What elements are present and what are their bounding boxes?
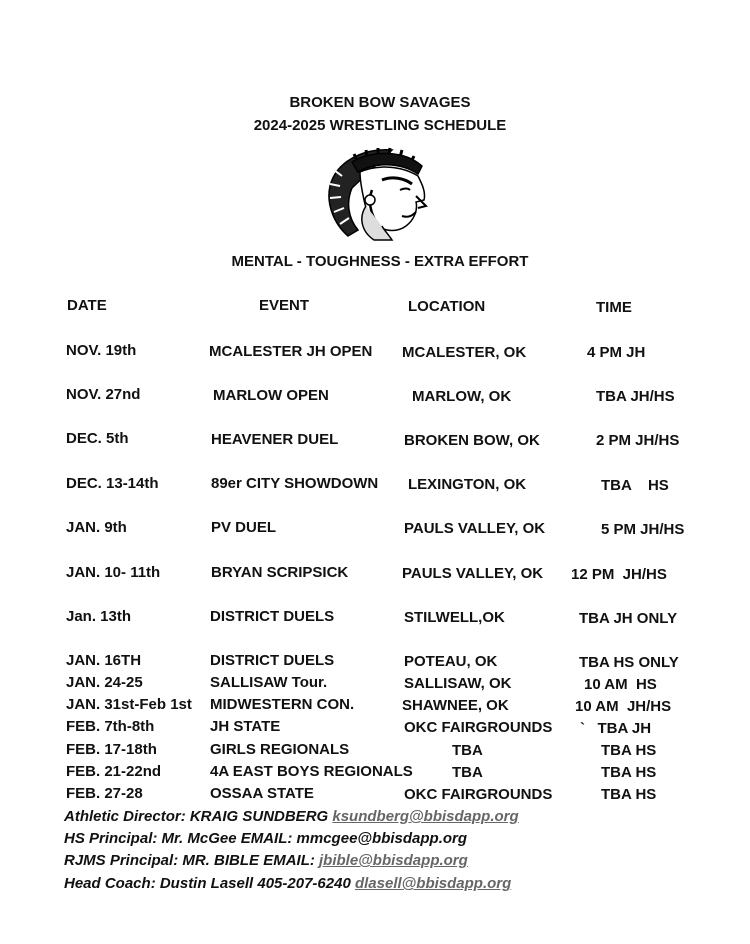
contact-text: Head Coach: Dustin Lasell 405-207-6240 (64, 875, 355, 892)
row-time: TBA HS (601, 742, 657, 759)
row-event: MIDWESTERN CON. (210, 696, 355, 713)
row-date: FEB. 27-28 (66, 785, 143, 802)
row-event: MARLOW OPEN (213, 387, 329, 404)
column-header-event: EVENT (259, 297, 310, 314)
row-date: JAN. 31st-Feb 1st (66, 696, 192, 713)
row-location: MCALESTER, OK (402, 344, 527, 361)
row-location: SHAWNEE, OK (402, 697, 509, 714)
row-time: 4 PM JH (587, 344, 646, 361)
contact-head-coach (64, 875, 511, 892)
row-event: DISTRICT DUELS (210, 608, 335, 625)
row-location: TBA (452, 742, 483, 759)
row-event: JH STATE (210, 718, 281, 735)
contact-athletic-director (64, 808, 519, 825)
row-date: JAN. 10- 11th (66, 564, 161, 581)
row-time: ` TBA JH (580, 720, 652, 737)
row-time: 5 PM JH/HS (601, 521, 685, 538)
contact-text: Athletic Director: KRAIG SUNDBERG (64, 808, 333, 825)
row-location: SALLISAW, OK (404, 675, 512, 692)
row-date: DEC. 5th (66, 430, 129, 447)
row-date: FEB. 17-18th (66, 741, 157, 758)
row-time: 12 PM JH/HS (571, 566, 667, 583)
row-date: FEB. 7th-8th (66, 718, 155, 735)
row-location: POTEAU, OK (404, 653, 498, 670)
row-time: TBA HS (601, 764, 657, 781)
row-event: DISTRICT DUELS (210, 652, 335, 669)
row-location: PAULS VALLEY, OK (404, 520, 546, 537)
row-time: TBA JH/HS (596, 388, 675, 405)
row-time: TBA HS (601, 477, 669, 494)
motto: MENTAL - TOUGHNESS - EXTRA EFFORT (231, 253, 529, 270)
row-date: DEC. 13-14th (66, 475, 159, 492)
row-time: TBA HS (601, 786, 657, 803)
row-date: JAN. 24-25 (66, 674, 143, 691)
native-headdress-mascot-logo-icon (322, 140, 440, 244)
column-header-time: TIME (596, 299, 632, 316)
row-date: NOV. 27nd (66, 386, 141, 403)
contact-text: RJMS Principal: MR. BIBLE EMAIL: (64, 852, 320, 869)
email-link[interactable]: jbible@bbisdapp.org (319, 852, 468, 869)
row-time: TBA JH ONLY (579, 610, 678, 627)
row-event: PV DUEL (211, 519, 277, 536)
row-time: TBA HS ONLY (579, 654, 679, 671)
row-location: TBA (452, 764, 483, 781)
row-location: MARLOW, OK (412, 388, 512, 405)
row-date: Jan. 13th (66, 608, 132, 625)
row-date: FEB. 21-22nd (66, 763, 162, 780)
row-date: JAN. 9th (66, 519, 127, 536)
row-time: 10 AM JH/HS (575, 698, 672, 715)
column-header-location: LOCATION (408, 298, 486, 315)
column-header-date: DATE (67, 297, 107, 314)
email-link[interactable]: ksundberg@bbisdapp.org (332, 808, 519, 825)
row-location: LEXINGTON, OK (408, 476, 527, 493)
row-time: 10 AM HS (584, 676, 657, 693)
row-event: SALLISAW Tour. (210, 674, 328, 691)
row-time: 2 PM JH/HS (596, 432, 680, 449)
row-location: BROKEN BOW, OK (404, 432, 540, 449)
row-location: STILWELL,OK (404, 609, 505, 626)
contact-text: HS Principal: Mr. McGee EMAIL: mmcgee@bbisdapp.org (64, 830, 468, 847)
contact-rjms-principal (64, 852, 468, 869)
season-title: 2024-2025 WRESTLING SCHEDULE (253, 117, 507, 134)
contact-hs-principal (64, 830, 467, 847)
row-event: BRYAN SCRIPSICK (211, 564, 349, 581)
team-title: BROKEN BOW SAVAGES (289, 94, 471, 111)
row-event: GIRLS REGIONALS (210, 741, 350, 758)
row-event: 89er CITY SHOWDOWN (211, 475, 379, 492)
row-event: 4A EAST BOYS REGIONALS (210, 763, 413, 780)
row-date: JAN. 16TH (66, 652, 142, 669)
row-event: MCALESTER JH OPEN (209, 343, 373, 360)
row-location: PAULS VALLEY, OK (402, 565, 544, 582)
row-date: NOV. 19th (66, 342, 137, 359)
row-location: OKC FAIRGROUNDS (404, 719, 553, 736)
row-event: OSSAA STATE (210, 785, 314, 802)
email-link[interactable]: dlasell@bbisdapp.org (354, 875, 512, 892)
row-event: HEAVENER DUEL (211, 431, 339, 448)
row-location: OKC FAIRGROUNDS (404, 786, 553, 803)
